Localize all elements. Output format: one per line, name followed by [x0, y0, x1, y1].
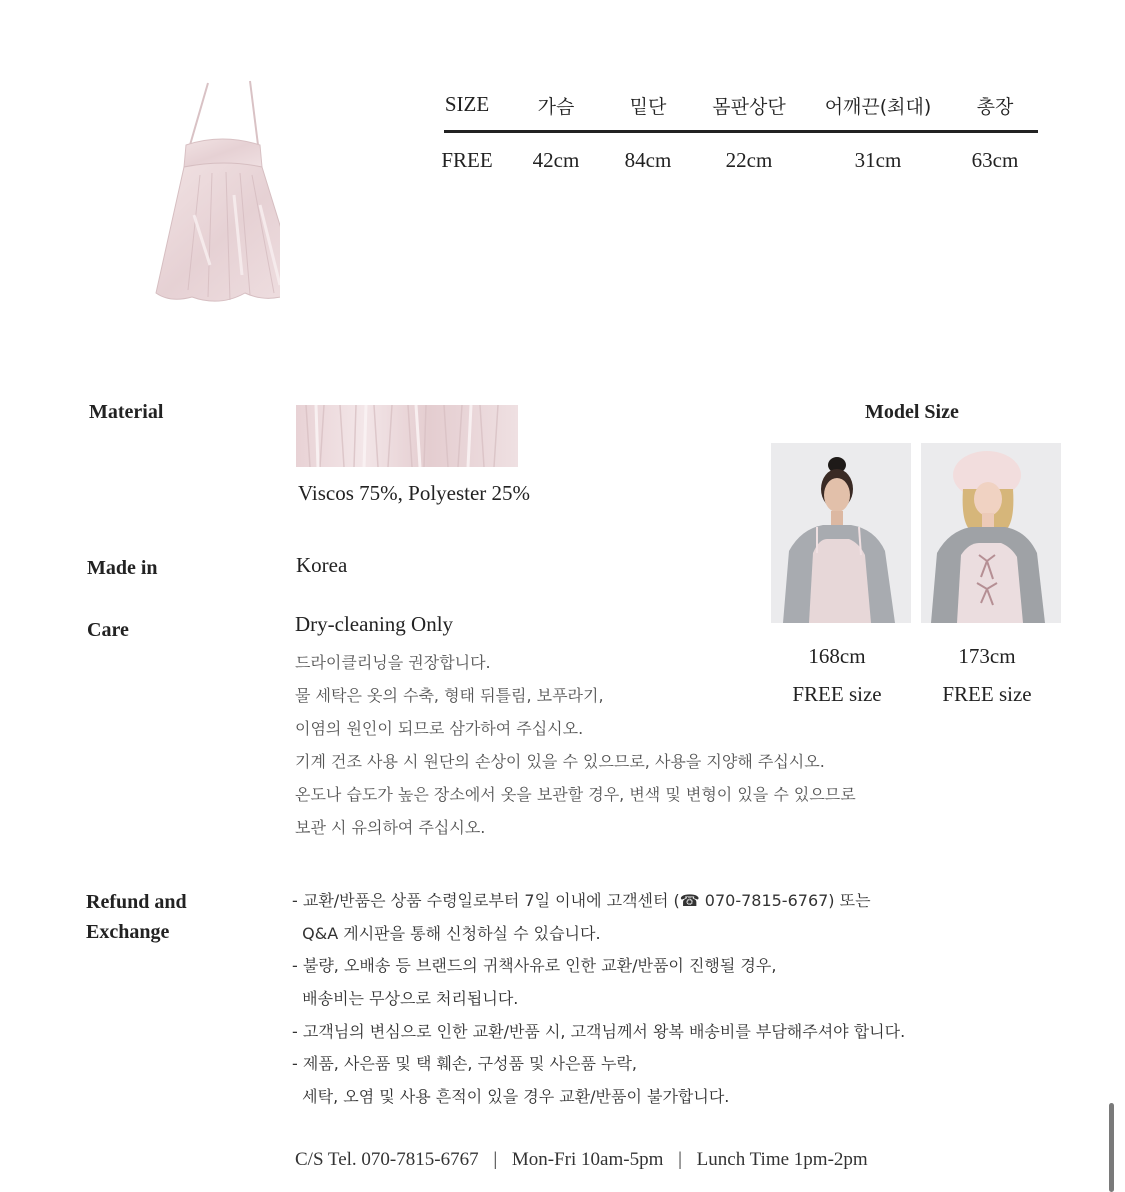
refund-line: Q&A 게시판을 통해 신청하실 수 있습니다. — [292, 923, 601, 943]
model-size: FREE size — [942, 682, 1032, 706]
footer-separator: | — [493, 1149, 498, 1170]
size-cell: 31cm — [854, 148, 902, 172]
size-cell: FREE — [441, 148, 493, 172]
refund-line: - 불량, 오배송 등 브랜드의 귀책사유로 인한 교환/반품이 진행될 경우, — [292, 956, 777, 976]
care-line: 이염의 원인이 되므로 삼가하여 주십시오. — [295, 719, 584, 738]
refund-policy — [292, 888, 905, 1117]
size-header-cell: 어깨끈(최대) — [824, 96, 932, 118]
refund-label-line: Exchange — [86, 921, 170, 943]
model-caption-1 — [757, 637, 917, 713]
made-in-value: Korea — [296, 553, 348, 577]
care-line: 온도나 습도가 높은 장소에서 옷을 보관할 경우, 변색 및 변형이 있을 수 있으므로 — [295, 785, 856, 804]
material-label: Material — [89, 401, 164, 423]
size-header-cell: 밑단 — [629, 96, 667, 118]
size-header-cell: 총장 — [976, 96, 1014, 118]
size-cell: 22cm — [725, 148, 773, 172]
care-line: 물 세탁은 옷의 수축, 형태 뒤틀림, 보푸라기, — [295, 686, 604, 705]
refund-line: 세탁, 오염 및 사용 흔적이 있을 경우 교환/반품이 불가합니다. — [292, 1087, 730, 1107]
size-table — [440, 90, 1040, 188]
size-header-cell: 가슴 — [537, 96, 575, 118]
fabric-swatch — [296, 405, 518, 467]
made-in-label: Made in — [87, 557, 158, 579]
size-header-cell: 몸판상단 — [712, 96, 786, 118]
refund-line: 배송비는 무상으로 처리됩니다. — [292, 989, 519, 1009]
refund-line: - 교환/반품은 상품 수령일로부터 7일 이내에 고객센터 (☎ 070-7815-6767) 또는 — [292, 891, 871, 910]
refund-label-line: Refund and — [86, 891, 187, 913]
care-label: Care — [87, 619, 129, 641]
cs-hours: Mon-Fri 10am-5pm — [511, 1149, 664, 1170]
cs-tel: C/S Tel. 070-7815-6767 — [295, 1149, 479, 1170]
size-cell: 42cm — [532, 148, 580, 172]
model-caption-2 — [907, 637, 1067, 713]
refund-line: - 고객님의 변심으로 인한 교환/반품 시, 고객님께서 왕복 배송비를 부담해주셔야 합니다. — [292, 1021, 906, 1041]
cs-lunch: Lunch Time 1pm-2pm — [696, 1149, 868, 1170]
size-table-row — [440, 148, 1040, 188]
product-image — [150, 75, 280, 315]
refund-label — [86, 887, 187, 947]
size-table-divider — [444, 130, 1038, 133]
care-value: Dry-cleaning Only — [295, 612, 454, 636]
size-cell: 84cm — [624, 148, 672, 172]
model-height: 173cm — [958, 644, 1016, 668]
model-size-title: Model Size — [865, 401, 959, 423]
model-height: 168cm — [808, 644, 866, 668]
size-cell: 63cm — [971, 148, 1019, 172]
footer-separator: | — [678, 1149, 682, 1170]
refund-line: - 제품, 사은품 및 택 훼손, 구성품 및 사은품 누락, — [292, 1054, 638, 1074]
care-line: 보관 시 유의하여 주십시오. — [295, 818, 486, 837]
model-size: FREE size — [792, 682, 882, 706]
scrollbar-thumb[interactable] — [1109, 1103, 1114, 1192]
model-photo-1 — [771, 443, 911, 623]
contact-footer — [295, 1149, 868, 1171]
model-photo-2 — [921, 443, 1061, 623]
size-header-cell: SIZE — [444, 92, 490, 116]
size-table-header — [440, 90, 1040, 130]
material-value: Viscos 75%, Polyester 25% — [298, 481, 531, 505]
care-line: 기계 건조 사용 시 원단의 손상이 있을 수 있으므로, 사용을 지양해 주십시오. — [295, 752, 825, 771]
care-line: 드라이클리닝을 권장합니다. — [295, 653, 491, 672]
